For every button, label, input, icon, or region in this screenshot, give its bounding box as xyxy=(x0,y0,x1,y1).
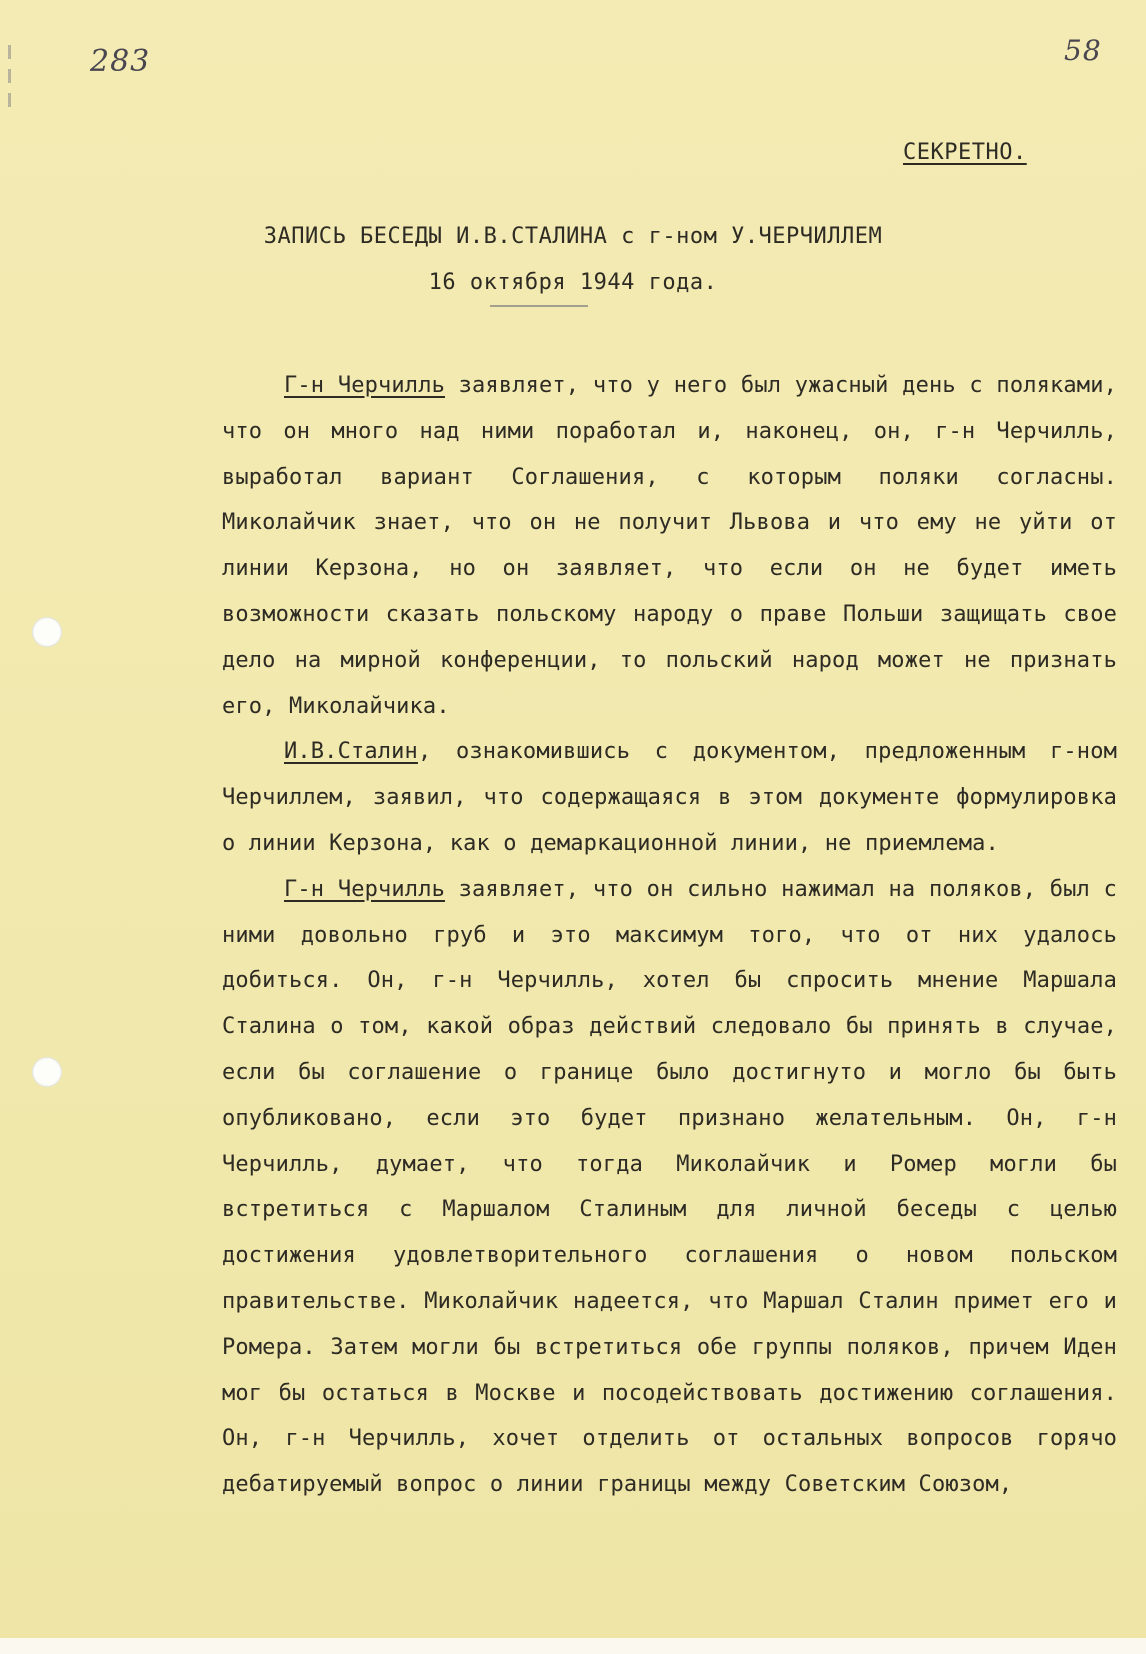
speaker-name: Г-н Черчилль xyxy=(284,373,445,398)
speaker-name: Г-н Черчилль xyxy=(284,876,445,902)
punch-hole-bottom xyxy=(32,1057,62,1087)
punch-hole-top xyxy=(32,617,62,647)
speaker-name: И.В.Сталин xyxy=(284,739,418,765)
edge-marks xyxy=(6,40,14,110)
paragraph-text: , ознакомившись с документом, предложенным г-ном Черчиллем, заявил, что содержащаяся в этом документе формулировка о линии Керзона, как о демаркационной линии, не приемлема. xyxy=(222,739,1117,856)
paragraph xyxy=(222,729,1117,866)
document-date: 16 октября 1944 года. xyxy=(428,270,718,295)
paragraph xyxy=(222,363,1117,729)
document-body xyxy=(222,363,1117,1508)
paragraph xyxy=(222,867,1117,1508)
sheet-number: 58 xyxy=(1064,34,1102,67)
classification-text: СЕКРЕТНО. xyxy=(903,140,1027,165)
archive-number: 283 xyxy=(90,44,151,79)
document-title: ЗАПИСЬ БЕСЕДЫ И.В.СТАЛИНА с г-ном У.ЧЕРЧИЛЛЕМ xyxy=(263,224,883,249)
paragraph-text: заявляет, что он сильно нажимал на поляков, был с ними довольно груб и это максимум того, что от них удалось добиться. Он, г-н Черчилль, хотел бы спросить мнение Маршала Сталина о том, какой образ действий следовало бы принять в случае, если бы соглашение о границе было достигнуто и могло бы быть опубликовано, если это будет признано желательным. Он, г-н Черчилль, думает, что тогда Миколайчик и Ромер могли бы встретиться с Маршалом Сталиным для личной беседы с целью достижения удовлетворительного соглашения о новом польском правительстве. Миколайчик надеется, что Маршал Сталин примет его и Ромера. Затем могли бы встретиться обе группы поляков, причем Иден мог бы остаться в Москве и посодействовать достижению соглашения. Он, г-н Черчилль, хочет отделить от остальных вопросов горячо дебатируемый вопрос о линии границы между Советским Союзом, xyxy=(222,876,1117,1498)
date-underline xyxy=(490,305,588,307)
paragraph-text: заявляет, что у него был ужасный день с поляками, что он много над ними поработал и, наконец, он, г-н Черчилль, выработал вариант Соглашения, с которым поляки согласны. Миколайчик знает, что он не получит Львова и что ему не уйти от линии Керзона, но он заявляет, что если он не будет иметь возможности сказать польскому народу о праве Польши защищать свое дело на мирной конференции, то польский народ может не признать его, Миколайчика. xyxy=(222,373,1117,719)
classification-stamp xyxy=(903,140,1027,165)
